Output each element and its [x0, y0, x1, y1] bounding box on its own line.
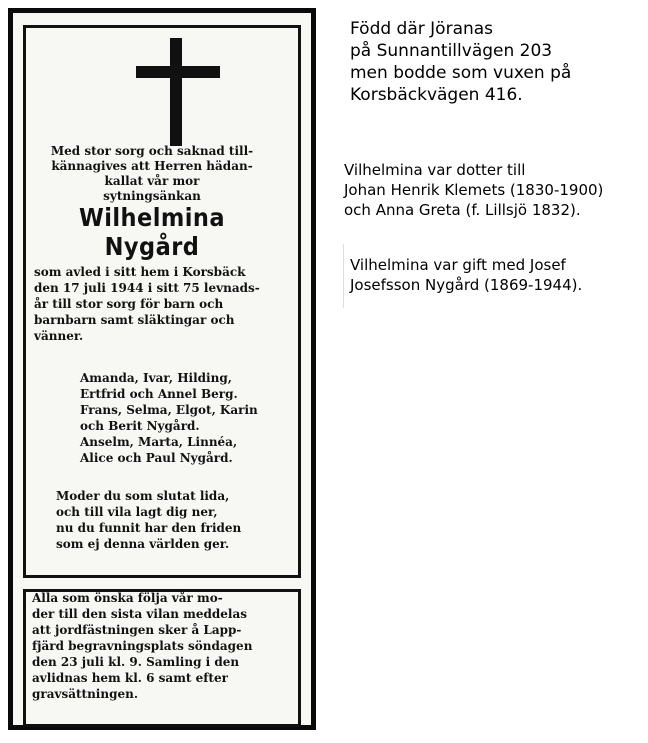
funeral-line: avlidnas hem kl. 6 samt efter [32, 671, 228, 685]
poem-line: Moder du som slutat lida, [56, 489, 230, 503]
annotation-line: men bodde som vuxen på [350, 63, 572, 83]
annotation-line: och Anna Greta (f. Lillsjö 1832). [344, 201, 581, 219]
mourners-list [80, 370, 300, 466]
mourner-line: Ertfrid och Annel Berg. [80, 387, 238, 401]
funeral-line: att jordfästningen sker å Lapp- [32, 623, 242, 637]
notice-intro [26, 144, 278, 204]
mourner-line: Amanda, Ivar, Hilding, [80, 371, 232, 385]
body-line: vänner. [34, 329, 84, 343]
marriage-annotation [350, 255, 582, 295]
funeral-line: den 23 juli kl. 9. Samling i den [32, 655, 240, 669]
mourner-line: Frans, Selma, Elgot, Karin [80, 403, 258, 417]
mourner-line: Anselm, Marta, Linnéa, [80, 435, 238, 449]
mourner-line: och Berit Nygård. [80, 419, 200, 433]
parents-annotation [344, 160, 603, 220]
funeral-line: fjärd begravningsplats söndagen [32, 639, 253, 653]
intro-line: sytningsänkan [103, 189, 201, 203]
poem-line: som ej denna världen ger. [56, 537, 230, 551]
body-line: år till stor sorg för barn och [34, 297, 224, 311]
intro-line: kallat vår mor [104, 174, 200, 188]
annotation-line: Korsbäckvägen 416. [350, 85, 523, 105]
annotation-line: Född där Jöranas [350, 19, 494, 39]
notice-body [34, 264, 294, 344]
annotation-line: på Sunnantillvägen 203 [350, 41, 553, 61]
intro-line: Med stor sorg och saknad till- [50, 144, 254, 158]
body-line: den 17 juli 1944 i sitt 75 levnads- [34, 281, 260, 295]
funeral-line: der till den sista vilan meddelas [32, 607, 248, 621]
funeral-line: Alla som önska följa vår mo- [32, 591, 223, 605]
funeral-info [32, 590, 300, 702]
body-line: barnbarn samt släktingar och [34, 313, 235, 327]
poem-line: och till vila lagt dig ner, [56, 505, 218, 519]
intro-line: kännagives att Herren hädan- [51, 159, 253, 173]
deceased-name: Wilhelmina Nygård [78, 203, 226, 261]
annotation-line: Josefsson Nygård (1869-1944). [350, 276, 583, 294]
annotation-line: Johan Henrik Klemets (1830-1900) [344, 181, 604, 199]
funeral-line: gravsättningen. [32, 687, 139, 701]
body-line: som avled i sitt hem i Korsbäck [34, 265, 246, 279]
memorial-poem [56, 488, 296, 552]
cross-icon [136, 38, 220, 146]
annotation-line: Vilhelmina var dotter till [344, 161, 526, 179]
divider-line [343, 244, 344, 308]
birth-annotation [350, 18, 571, 106]
mourner-line: Alice och Paul Nygård. [80, 451, 233, 465]
poem-line: nu du funnit har den friden [56, 521, 242, 535]
annotation-line: Vilhelmina var gift med Josef [350, 256, 566, 274]
